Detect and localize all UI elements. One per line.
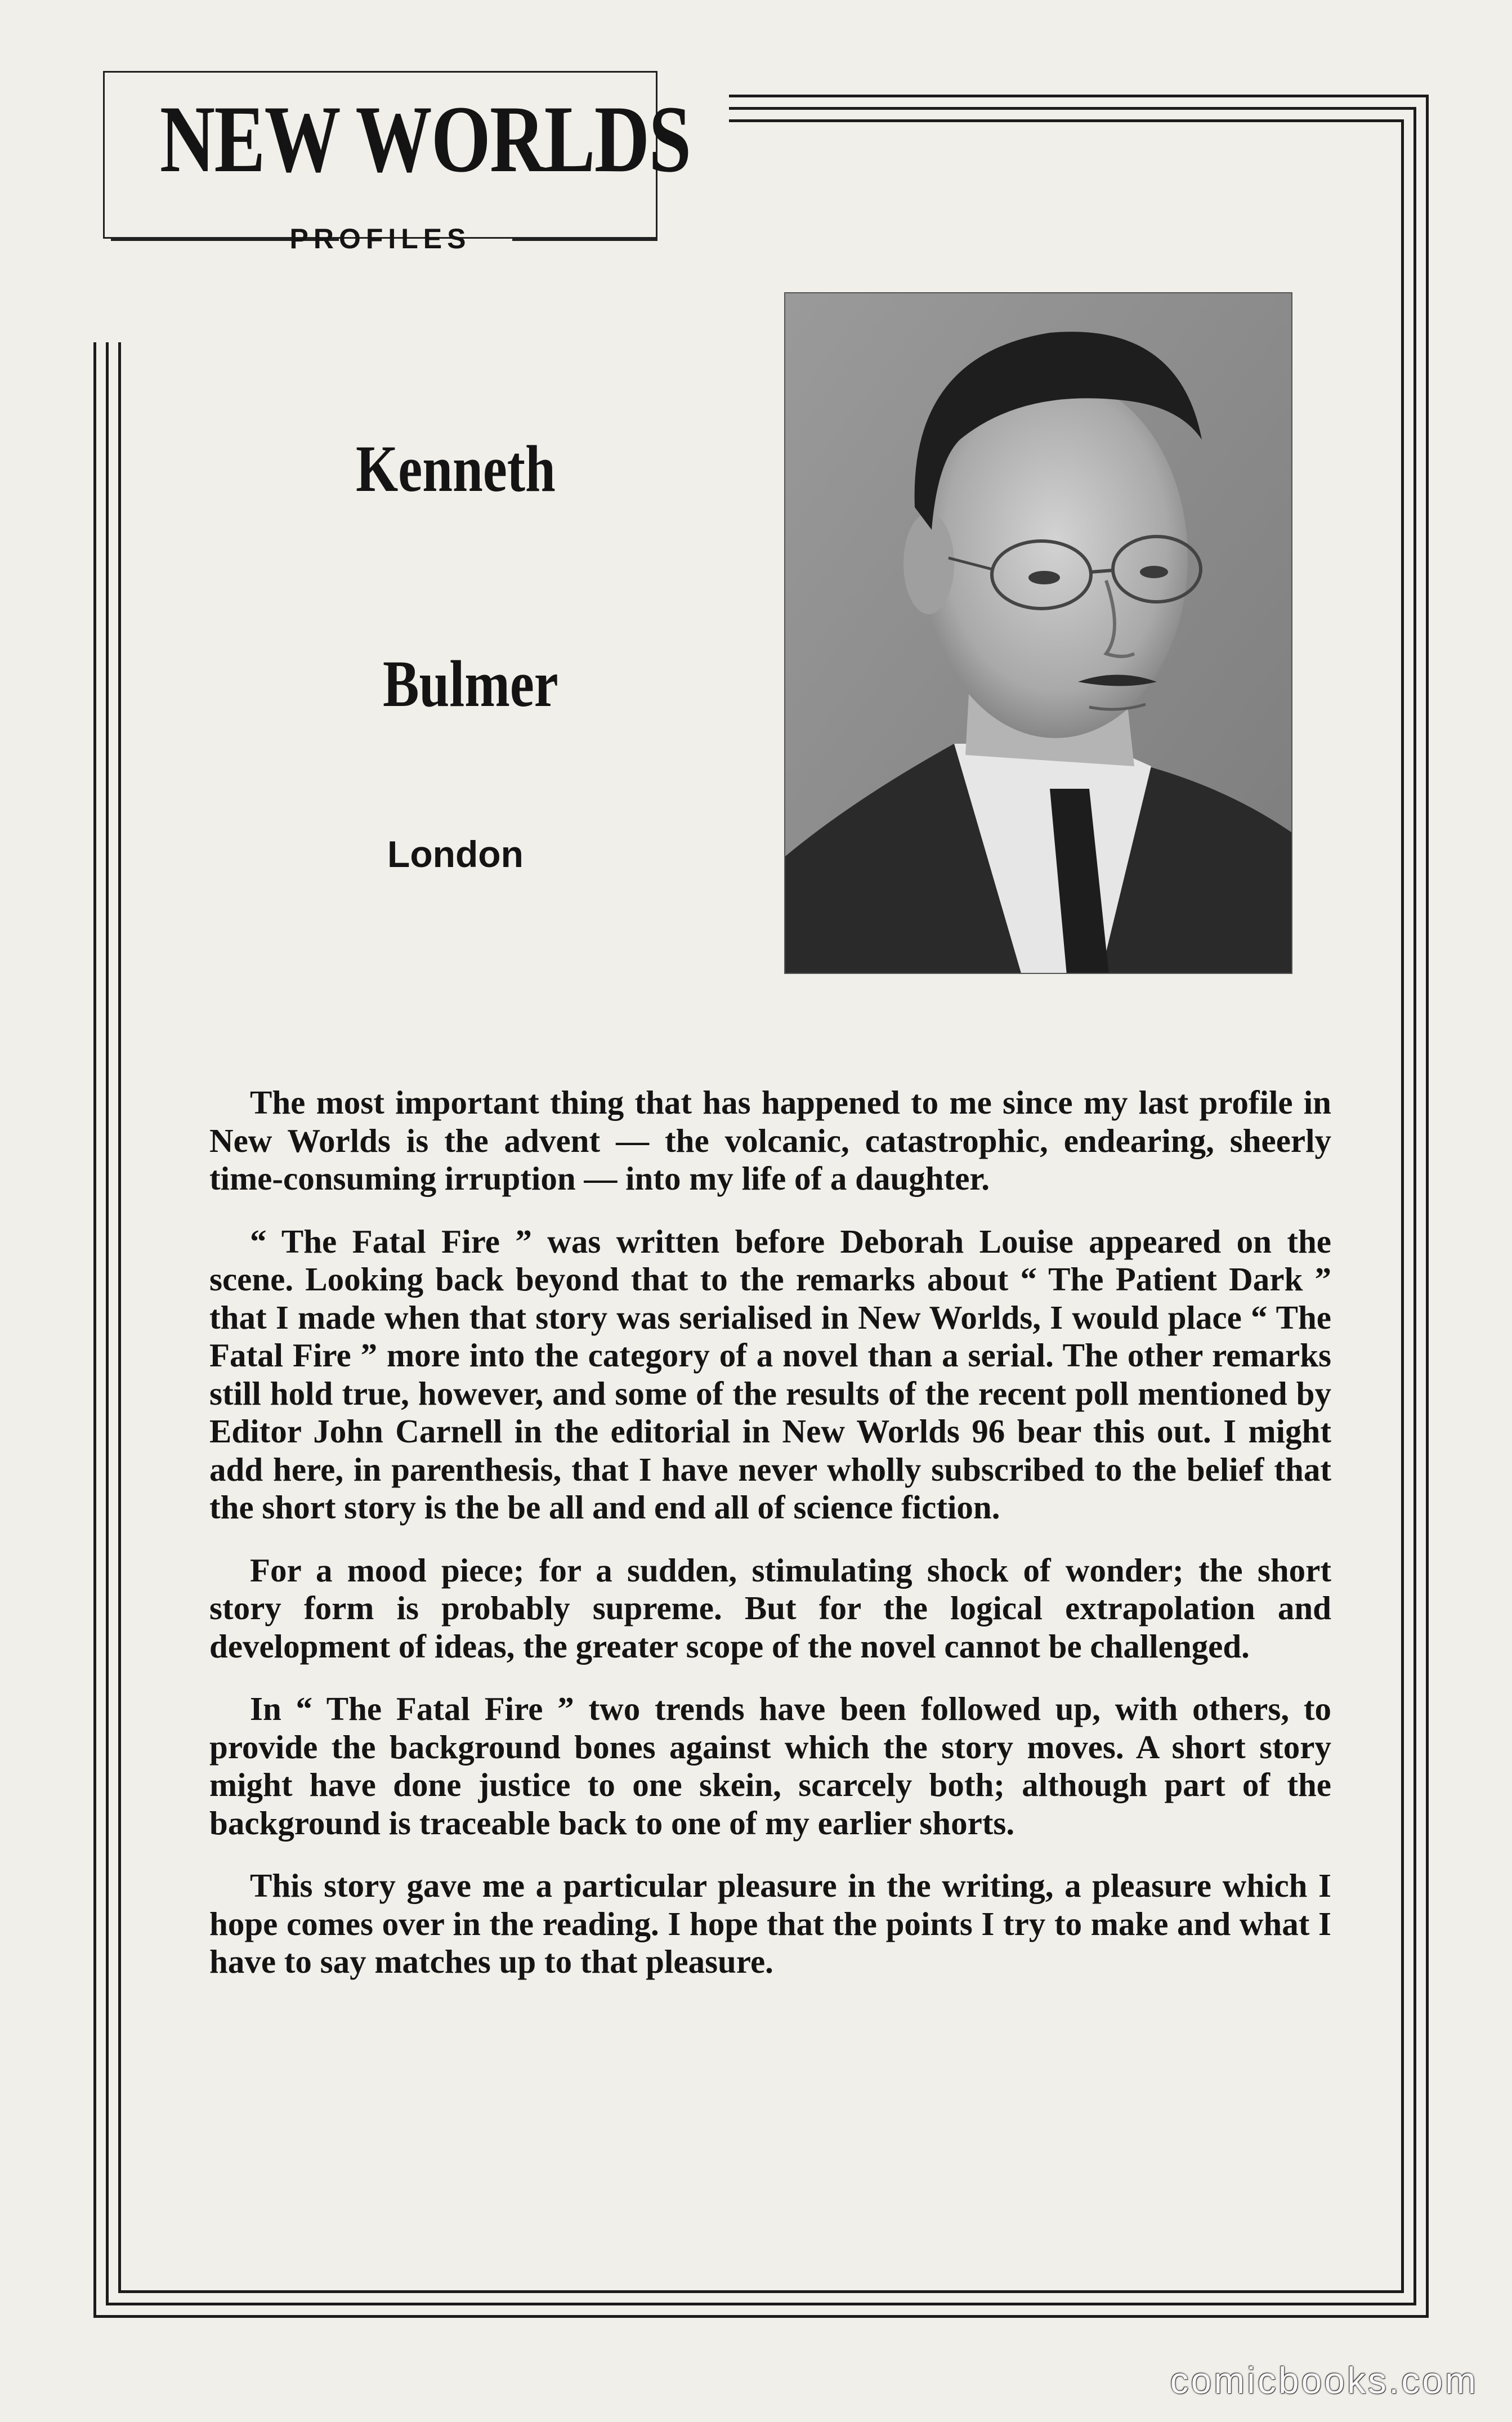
article-body — [209, 1084, 1331, 2006]
masthead-subtitle-row — [103, 223, 657, 254]
article-paragraph: For a mood piece; for a sudden, stimulating shock of wonder; the short story form is probably supreme. But for the logical extrapolation and development of ideas, the greater scope of the novel cannot be challenged. — [209, 1551, 1331, 1665]
article-paragraph: The most important thing that has happened to me since my last profile in New Worlds is the advent — the volcanic, catastrophic, endearing, sheerly time-consuming irruption — into my life of a daughter. — [209, 1084, 1331, 1197]
author-first-name: Kenneth — [356, 432, 556, 506]
author-portrait-photo — [784, 292, 1292, 974]
frame-bottom-line-2 — [106, 2303, 1416, 2305]
site-watermark: comicbooks.com — [1170, 2360, 1478, 2401]
frame-left-line-3 — [118, 342, 121, 2290]
frame-right-line-3 — [1401, 119, 1404, 2290]
frame-top-line-3 — [729, 119, 1401, 122]
frame-top-line-1 — [729, 95, 1426, 97]
author-city: London — [387, 833, 524, 875]
frame-top-line-2 — [729, 107, 1413, 110]
magazine-title: NEW WORLDS — [159, 86, 691, 192]
frame-left-line-1 — [93, 342, 96, 2315]
magazine-subtitle: PROFILES — [289, 223, 471, 254]
subtitle-rule-right — [512, 239, 657, 241]
masthead-box — [103, 71, 691, 239]
frame-left-line-2 — [106, 342, 109, 2303]
frame-right-line-1 — [1426, 95, 1429, 2315]
article-paragraph: In “ The Fatal Fire ” two trends have been followed up, with others, to provide the background bones against which the story moves. A short story might have done justice to one skein, scarcely both; although part of the background is traceable back to one of my earlier shorts. — [209, 1690, 1331, 1842]
author-last-name: Bulmer — [383, 647, 558, 721]
frame-bottom-line-1 — [118, 2290, 1404, 2293]
article-paragraph: This story gave me a particular pleasure in the writing, a pleasure which I hope comes over in the reading. I hope that the points I try to make and what I have to say matches up to that pleasure. — [209, 1867, 1331, 1980]
frame-bottom-line-3 — [93, 2315, 1429, 2318]
frame-right-line-2 — [1413, 107, 1416, 2303]
article-paragraph: “ The Fatal Fire ” was written before Deborah Louise appeared on the scene. Looking back beyond that to the remarks about “ The Patient Dark ” that I made when that story was serialised in New Worlds, I would place “ The Fatal Fire ” more into the category of a novel than a serial. The other remarks still hold true, however, and some of the results of the recent poll mentioned by Editor John Carnell in the editorial in New Worlds 96 bear this out. I might add here, in parenthesis, that I have never wholly subscribed to the belief that the short story is the be all and end all of science fiction. — [209, 1222, 1331, 1526]
